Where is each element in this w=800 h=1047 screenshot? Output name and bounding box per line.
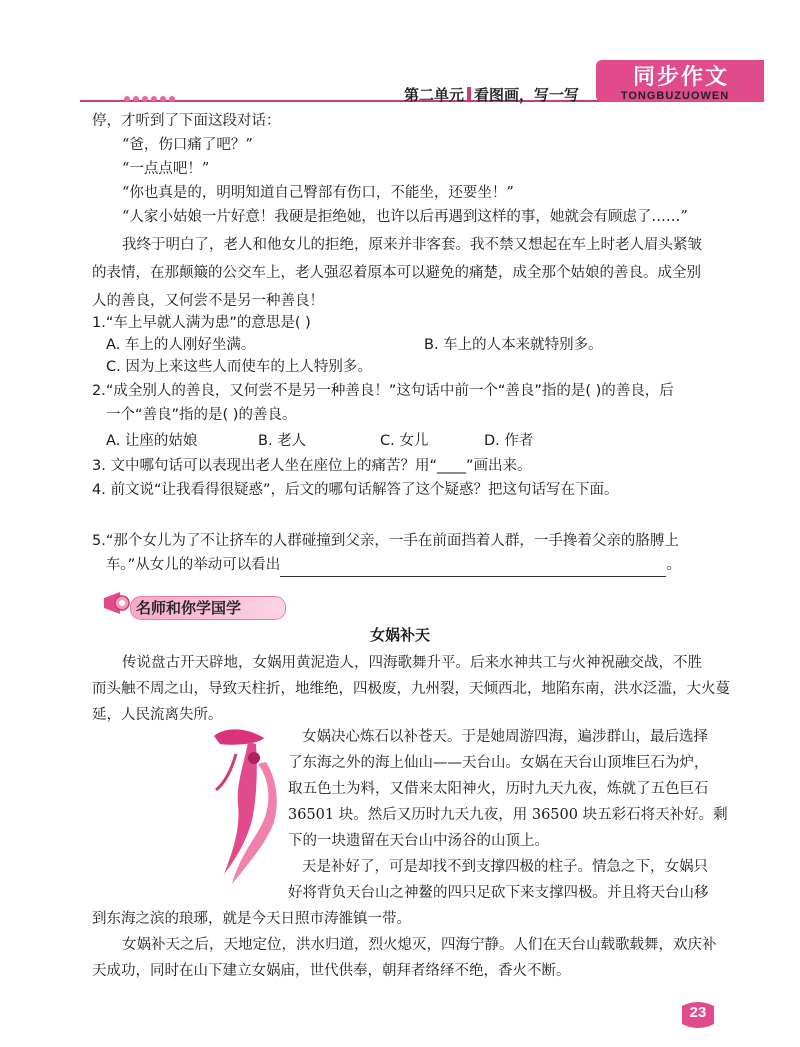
unit-label: 第二单元 [404, 86, 465, 104]
q5-answer-line[interactable] [280, 554, 666, 577]
passage-line: 我终于明白了，老人和他女儿的拒绝，原来并非客套。我不禁又想起在车上时老人眉头紧皱 [122, 237, 702, 253]
story-line: 天成功，同时在山下建立女娲庙，世代供奉，朝拜者络绎不绝，香火不断。 [92, 963, 571, 979]
story-line: 延，人民流离失所。 [92, 707, 223, 723]
badge-title: 同步作文 [632, 65, 729, 90]
q1-option-b: B. 车上的人本来就特别多。 [424, 337, 603, 353]
passage-line: 停，才听到了下面这段对话： [92, 113, 281, 129]
q2-option-d: D. 作者 [484, 433, 534, 449]
question-2-line1: 2.“成全别人的善良，又何尝不是另一种善良！”这句话中前一个“善良”指的是( )的善良，后 [92, 383, 674, 399]
story-line: 了东海之外的海上仙山——天台山。女娲在天台山顶堆巨石为炉， [288, 755, 709, 771]
story-line: 而头触不周之山，导致天柱折，地维绝，四极废，九州裂，天倾西北，地陷东南，洪水泛滥，大火蔓 [92, 681, 730, 697]
question-3: 3. 文中哪句话可以表现出老人坐在座位上的痛苦？用“____”画出来。 [92, 458, 532, 474]
question-2-line2: 一个“善良”指的是( )的善良。 [106, 407, 297, 423]
story-line: 取五色土为料，又借来太阳神火，历时九天九夜，炼就了五色巨石 [288, 781, 709, 797]
story-line: 传说盘古开天辟地，女娲用黄泥造人，四海歌舞升平。后来水神共工与火神祝融交战，不胜 [122, 655, 702, 671]
unit-subtitle: 看图画，写一写 [474, 86, 580, 104]
story-line: 天是补好了，可是却找不到支撑四极的柱子。情急之下，女娲只 [302, 859, 708, 875]
q2-option-c: C. 女儿 [380, 433, 429, 449]
question-5-line1: 5.“那个女儿为了不让挤车的人群碰撞到父亲，一手在前面挡着人群，一手搀着父亲的胳膊上 [92, 533, 679, 549]
passage-line: “你也真是的，明明知道自己臀部有伤口，不能坐，还要坐！” [122, 185, 514, 201]
passage-line: “爸，伤口痛了吧？” [122, 137, 253, 153]
passage-line: 的表情，在那颠簸的公交车上，老人强忍着原本可以避免的痛楚，成全那个姑娘的善良。成全别 [92, 265, 701, 281]
trumpet-icon [100, 588, 136, 622]
passage-line: “一点点吧！” [122, 161, 210, 177]
story-line: 女娲补天之后，天地定位，洪水归道，烈火熄灭，四海宁静。人们在天台山载歌载舞，欢庆补 [122, 937, 717, 953]
q1-option-c: C. 因为上来这些人而使车的上人特别多。 [106, 359, 372, 375]
passage-line: 人的善良，又何尝不是另一种善良！ [92, 293, 324, 309]
section-banner-title: 名师和你学国学 [136, 599, 242, 617]
question-4: 4. 前文说“让我看得很疑惑”，后文的哪句话解答了这个疑惑？把这句话写在下面。 [92, 482, 619, 498]
q5-end: 。 [666, 557, 681, 573]
header-dots [124, 96, 175, 106]
q2-option-a: A. 让座的姑娘 [106, 433, 198, 449]
badge-pinyin: TONGBUZUOWEN [620, 90, 730, 102]
q5-prompt: 车。”从女儿的举动可以看出 [106, 557, 281, 573]
unit-title [404, 84, 579, 105]
story-line: 女娲决心炼石以补苍天。于是她周游四海，遍涉群山，最后选择 [302, 729, 708, 745]
story-line: 好将背负天台山之神鳌的四只足砍下来支撑四极。并且将天台山移 [288, 885, 709, 901]
story-title: 女娲补天 [369, 626, 430, 644]
story-line: 到东海之滨的琅琊，就是今天日照市涛雒镇一带。 [92, 911, 411, 927]
q1-option-a: A. 车上的人刚好坐满。 [106, 337, 256, 353]
question-5-line2 [106, 554, 728, 577]
passage-line: “人家小姑娘一片好意！我硬是拒绝她，也许以后再遇到这样的事，她就会有顾虑了……” [122, 209, 688, 225]
story-line: 下的一块遗留在天台山中汤谷的山顶上。 [288, 833, 549, 849]
question-1: 1.“车上早就人满为患”的意思是( ) [92, 315, 311, 331]
q2-option-b: B. 老人 [258, 433, 307, 449]
page-number: 23 [689, 1004, 707, 1021]
nuwa-illustration [196, 724, 296, 894]
story-line: 36501 块。然后又历时九天九夜，用 36500 块五彩石将天补好。剩 [288, 807, 728, 823]
